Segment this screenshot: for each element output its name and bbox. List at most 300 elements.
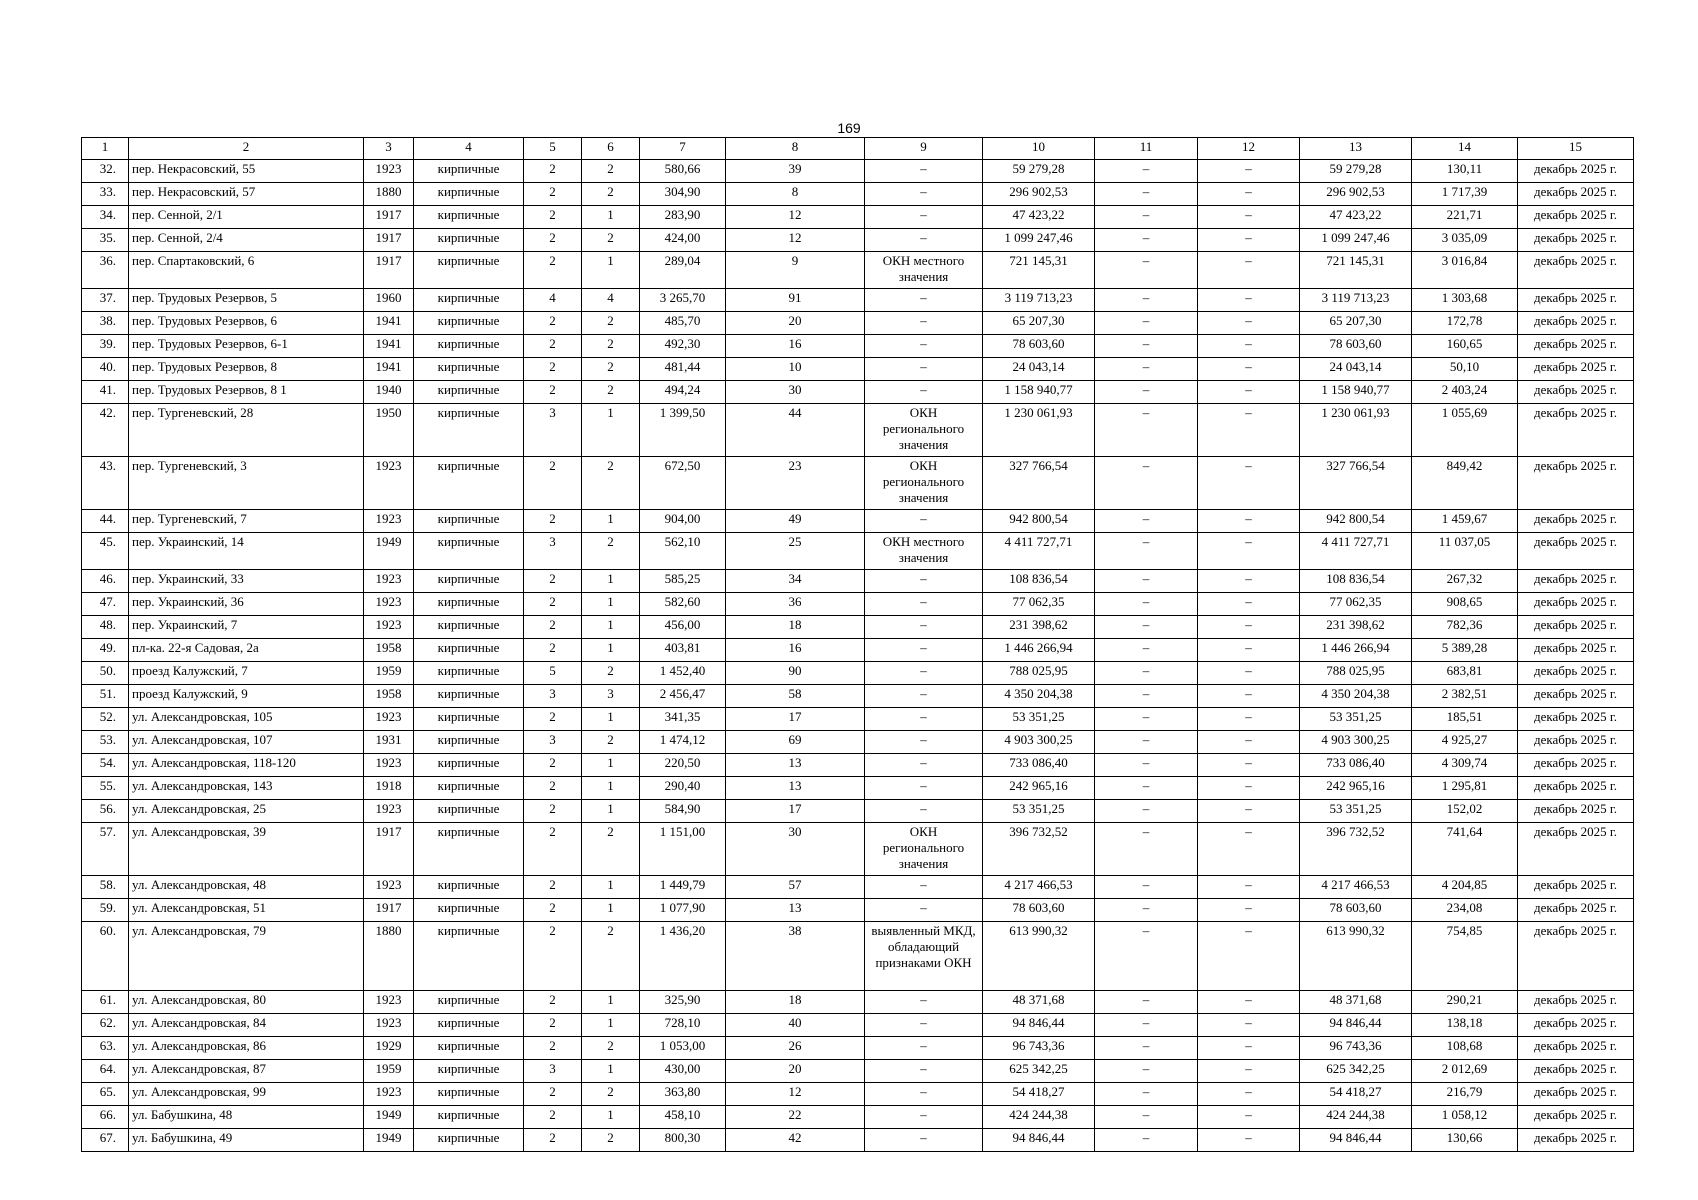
cell-residents: 36 (726, 593, 865, 616)
cell-row-number: 33. (82, 183, 129, 206)
cell-cost-per-sqm: 108,68 (1412, 1037, 1518, 1060)
cell-total-area: 1 077,90 (640, 899, 726, 922)
cell-fund-1: – (1095, 335, 1198, 358)
cell-residents: 20 (726, 1060, 865, 1083)
cell-row-number: 45. (82, 533, 129, 570)
cell-residents: 23 (726, 457, 865, 510)
cell-fund-1: – (1095, 616, 1198, 639)
cell-entrances: 2 (582, 183, 640, 206)
cell-total-area: 481,44 (640, 358, 726, 381)
cell-cost-total: 1 099 247,46 (983, 229, 1095, 252)
cell-fund-1: – (1095, 1129, 1198, 1152)
cell-year-built: 1931 (364, 731, 414, 754)
cell-cost-per-sqm: 267,32 (1412, 570, 1518, 593)
cell-residents: 40 (726, 1014, 865, 1037)
cell-fund-2: – (1198, 312, 1300, 335)
cell-address: ул. Александровская, 86 (129, 1037, 364, 1060)
cell-fund-2: – (1198, 876, 1300, 899)
cell-address: ул. Александровская, 51 (129, 899, 364, 922)
cell-total-area: 562,10 (640, 533, 726, 570)
cell-completion-date: декабрь 2025 г. (1518, 922, 1634, 991)
cell-wall-material: кирпичные (414, 800, 524, 823)
cell-total-area: 458,10 (640, 1106, 726, 1129)
cell-cost-total: 424 244,38 (983, 1106, 1095, 1129)
cell-total-area: 1 436,20 (640, 922, 726, 991)
cell-completion-date: декабрь 2025 г. (1518, 510, 1634, 533)
cell-wall-material: кирпичные (414, 1106, 524, 1129)
cell-cost-per-sqm: 1 717,39 (1412, 183, 1518, 206)
cell-total-area: 585,25 (640, 570, 726, 593)
cell-residents: 90 (726, 662, 865, 685)
cell-address: пер. Тургеневский, 3 (129, 457, 364, 510)
cell-completion-date: декабрь 2025 г. (1518, 289, 1634, 312)
cell-wall-material: кирпичные (414, 823, 524, 876)
cell-cost-total: 78 603,60 (983, 335, 1095, 358)
cell-floors: 3 (524, 1060, 582, 1083)
cell-entrances: 4 (582, 289, 640, 312)
cell-wall-material: кирпичные (414, 229, 524, 252)
cell-year-built: 1958 (364, 685, 414, 708)
cell-completion-date: декабрь 2025 г. (1518, 1106, 1634, 1129)
cell-cost-per-sqm: 138,18 (1412, 1014, 1518, 1037)
cell-entrances: 2 (582, 662, 640, 685)
cell-entrances: 1 (582, 206, 640, 229)
cell-residents: 25 (726, 533, 865, 570)
cell-row-number: 39. (82, 335, 129, 358)
cell-year-built: 1941 (364, 312, 414, 335)
cell-floors: 2 (524, 358, 582, 381)
table-row (82, 312, 1634, 335)
cell-cost-per-sqm: 2 403,24 (1412, 381, 1518, 404)
cell-residents: 13 (726, 899, 865, 922)
cell-fund-3: 242 965,16 (1300, 777, 1412, 800)
cell-year-built: 1923 (364, 457, 414, 510)
cell-total-area: 1 474,12 (640, 731, 726, 754)
cell-address: пер. Украинский, 7 (129, 616, 364, 639)
cell-heritage-status: – (865, 358, 983, 381)
cell-entrances: 1 (582, 404, 640, 457)
cell-cost-total: 625 342,25 (983, 1060, 1095, 1083)
cell-heritage-status: – (865, 616, 983, 639)
cell-address: пер. Украинский, 14 (129, 533, 364, 570)
cell-floors: 2 (524, 1106, 582, 1129)
cell-year-built: 1958 (364, 639, 414, 662)
cell-cost-total: 942 800,54 (983, 510, 1095, 533)
cell-fund-1: – (1095, 510, 1198, 533)
cell-fund-1: – (1095, 1014, 1198, 1037)
table-row (82, 1014, 1634, 1037)
cell-year-built: 1923 (364, 593, 414, 616)
cell-floors: 2 (524, 381, 582, 404)
cell-fund-2: – (1198, 616, 1300, 639)
cell-entrances: 1 (582, 510, 640, 533)
cell-completion-date: декабрь 2025 г. (1518, 662, 1634, 685)
cell-cost-total: 1 230 061,93 (983, 404, 1095, 457)
cell-cost-per-sqm: 130,66 (1412, 1129, 1518, 1152)
cell-cost-per-sqm: 1 459,67 (1412, 510, 1518, 533)
cell-completion-date: декабрь 2025 г. (1518, 457, 1634, 510)
table-row (82, 662, 1634, 685)
cell-fund-2: – (1198, 823, 1300, 876)
cell-completion-date: декабрь 2025 г. (1518, 777, 1634, 800)
cell-wall-material: кирпичные (414, 381, 524, 404)
cell-residents: 12 (726, 1083, 865, 1106)
cell-heritage-status: – (865, 1129, 983, 1152)
cell-year-built: 1941 (364, 358, 414, 381)
cell-year-built: 1880 (364, 922, 414, 991)
cell-floors: 2 (524, 754, 582, 777)
cell-row-number: 64. (82, 1060, 129, 1083)
cell-total-area: 492,30 (640, 335, 726, 358)
cell-floors: 2 (524, 899, 582, 922)
table-row (82, 991, 1634, 1014)
cell-floors: 2 (524, 1037, 582, 1060)
cell-address: ул. Бабушкина, 48 (129, 1106, 364, 1129)
cell-residents: 42 (726, 1129, 865, 1152)
column-header-7: 7 (640, 138, 726, 160)
cell-entrances: 2 (582, 229, 640, 252)
cell-cost-total: 296 902,53 (983, 183, 1095, 206)
cell-total-area: 220,50 (640, 754, 726, 777)
cell-wall-material: кирпичные (414, 662, 524, 685)
cell-residents: 10 (726, 358, 865, 381)
cell-fund-1: – (1095, 1060, 1198, 1083)
cell-wall-material: кирпичные (414, 899, 524, 922)
cell-address: пер. Трудовых Резервов, 8 (129, 358, 364, 381)
cell-fund-1: – (1095, 593, 1198, 616)
cell-row-number: 44. (82, 510, 129, 533)
cell-heritage-status: – (865, 510, 983, 533)
cell-fund-1: – (1095, 570, 1198, 593)
column-header-13: 13 (1300, 138, 1412, 160)
cell-residents: 20 (726, 312, 865, 335)
cell-fund-2: – (1198, 899, 1300, 922)
cell-cost-per-sqm: 130,11 (1412, 160, 1518, 183)
cell-fund-2: – (1198, 754, 1300, 777)
cell-year-built: 1929 (364, 1037, 414, 1060)
cell-heritage-status: ОКН регионального значения (865, 457, 983, 510)
cell-cost-per-sqm: 2 012,69 (1412, 1060, 1518, 1083)
cell-fund-1: – (1095, 899, 1198, 922)
cell-cost-total: 94 846,44 (983, 1129, 1095, 1152)
column-header-8: 8 (726, 138, 865, 160)
column-header-4: 4 (414, 138, 524, 160)
cell-cost-per-sqm: 4 309,74 (1412, 754, 1518, 777)
cell-entrances: 3 (582, 685, 640, 708)
cell-total-area: 1 452,40 (640, 662, 726, 685)
cell-row-number: 42. (82, 404, 129, 457)
cell-residents: 8 (726, 183, 865, 206)
cell-total-area: 325,90 (640, 991, 726, 1014)
cell-floors: 2 (524, 1083, 582, 1106)
cell-floors: 2 (524, 616, 582, 639)
cell-heritage-status: – (865, 1014, 983, 1037)
column-header-6: 6 (582, 138, 640, 160)
table-row (82, 533, 1634, 570)
cell-heritage-status: – (865, 312, 983, 335)
cell-entrances: 1 (582, 570, 640, 593)
cell-fund-3: 733 086,40 (1300, 754, 1412, 777)
cell-residents: 12 (726, 229, 865, 252)
cell-row-number: 60. (82, 922, 129, 991)
cell-floors: 5 (524, 662, 582, 685)
cell-fund-3: 48 371,68 (1300, 991, 1412, 1014)
cell-row-number: 35. (82, 229, 129, 252)
cell-fund-1: – (1095, 777, 1198, 800)
cell-completion-date: декабрь 2025 г. (1518, 1129, 1634, 1152)
cell-fund-3: 96 743,36 (1300, 1037, 1412, 1060)
table-row (82, 183, 1634, 206)
column-header-12: 12 (1198, 138, 1300, 160)
column-header-14: 14 (1412, 138, 1518, 160)
cell-fund-2: – (1198, 381, 1300, 404)
cell-cost-total: 24 043,14 (983, 358, 1095, 381)
cell-total-area: 289,04 (640, 252, 726, 289)
cell-total-area: 1 151,00 (640, 823, 726, 876)
cell-entrances: 2 (582, 335, 640, 358)
cell-total-area: 2 456,47 (640, 685, 726, 708)
cell-fund-3: 53 351,25 (1300, 708, 1412, 731)
cell-total-area: 800,30 (640, 1129, 726, 1152)
cell-year-built: 1923 (364, 876, 414, 899)
cell-year-built: 1880 (364, 183, 414, 206)
cell-total-area: 430,00 (640, 1060, 726, 1083)
cell-fund-1: – (1095, 662, 1198, 685)
cell-total-area: 1 449,79 (640, 876, 726, 899)
cell-year-built: 1949 (364, 533, 414, 570)
cell-fund-2: – (1198, 533, 1300, 570)
cell-cost-per-sqm: 754,85 (1412, 922, 1518, 991)
cell-fund-1: – (1095, 991, 1198, 1014)
cell-cost-per-sqm: 172,78 (1412, 312, 1518, 335)
cell-cost-total: 721 145,31 (983, 252, 1095, 289)
cell-row-number: 54. (82, 754, 129, 777)
cell-heritage-status: – (865, 1106, 983, 1129)
cell-cost-per-sqm: 3 035,09 (1412, 229, 1518, 252)
cell-fund-3: 54 418,27 (1300, 1083, 1412, 1106)
cell-cost-total: 78 603,60 (983, 899, 1095, 922)
cell-residents: 9 (726, 252, 865, 289)
cell-cost-total: 4 903 300,25 (983, 731, 1095, 754)
cell-address: ул. Александровская, 84 (129, 1014, 364, 1037)
cell-fund-2: – (1198, 1106, 1300, 1129)
cell-completion-date: декабрь 2025 г. (1518, 593, 1634, 616)
cell-total-area: 672,50 (640, 457, 726, 510)
cell-entrances: 1 (582, 639, 640, 662)
cell-row-number: 32. (82, 160, 129, 183)
cell-floors: 3 (524, 404, 582, 457)
cell-completion-date: декабрь 2025 г. (1518, 754, 1634, 777)
cell-wall-material: кирпичные (414, 570, 524, 593)
cell-heritage-status: – (865, 876, 983, 899)
cell-floors: 2 (524, 312, 582, 335)
cell-fund-3: 231 398,62 (1300, 616, 1412, 639)
cell-completion-date: декабрь 2025 г. (1518, 991, 1634, 1014)
cell-entrances: 2 (582, 1083, 640, 1106)
cell-fund-2: – (1198, 404, 1300, 457)
cell-cost-total: 94 846,44 (983, 1014, 1095, 1037)
cell-cost-per-sqm: 221,71 (1412, 206, 1518, 229)
cell-address: пер. Некрасовский, 57 (129, 183, 364, 206)
cell-cost-per-sqm: 216,79 (1412, 1083, 1518, 1106)
cell-cost-total: 4 217 466,53 (983, 876, 1095, 899)
cell-fund-2: – (1198, 685, 1300, 708)
cell-cost-per-sqm: 160,65 (1412, 335, 1518, 358)
cell-row-number: 47. (82, 593, 129, 616)
cell-completion-date: декабрь 2025 г. (1518, 206, 1634, 229)
cell-row-number: 49. (82, 639, 129, 662)
cell-floors: 2 (524, 570, 582, 593)
cell-fund-1: – (1095, 252, 1198, 289)
cell-fund-3: 327 766,54 (1300, 457, 1412, 510)
table-row (82, 335, 1634, 358)
table-row (82, 570, 1634, 593)
table-row (82, 510, 1634, 533)
cell-fund-1: – (1095, 731, 1198, 754)
column-header-11: 11 (1095, 138, 1198, 160)
cell-year-built: 1923 (364, 1014, 414, 1037)
cell-total-area: 1 053,00 (640, 1037, 726, 1060)
cell-fund-3: 65 207,30 (1300, 312, 1412, 335)
cell-fund-1: – (1095, 1037, 1198, 1060)
cell-residents: 49 (726, 510, 865, 533)
cell-floors: 2 (524, 800, 582, 823)
cell-heritage-status: – (865, 685, 983, 708)
cell-wall-material: кирпичные (414, 160, 524, 183)
cell-entrances: 2 (582, 533, 640, 570)
cell-completion-date: декабрь 2025 г. (1518, 800, 1634, 823)
cell-address: пер. Трудовых Резервов, 6 (129, 312, 364, 335)
cell-address: пер. Некрасовский, 55 (129, 160, 364, 183)
cell-address: пер. Сенной, 2/1 (129, 206, 364, 229)
cell-residents: 17 (726, 800, 865, 823)
cell-residents: 18 (726, 991, 865, 1014)
cell-year-built: 1917 (364, 823, 414, 876)
cell-entrances: 1 (582, 616, 640, 639)
cell-total-area: 485,70 (640, 312, 726, 335)
cell-fund-1: – (1095, 183, 1198, 206)
cell-fund-2: – (1198, 800, 1300, 823)
table-row (82, 457, 1634, 510)
cell-floors: 2 (524, 160, 582, 183)
cell-cost-per-sqm: 908,65 (1412, 593, 1518, 616)
cell-row-number: 51. (82, 685, 129, 708)
cell-fund-2: – (1198, 229, 1300, 252)
column-header-2: 2 (129, 138, 364, 160)
cell-row-number: 58. (82, 876, 129, 899)
cell-residents: 16 (726, 335, 865, 358)
cell-address: пер. Трудовых Резервов, 5 (129, 289, 364, 312)
cell-heritage-status: – (865, 183, 983, 206)
cell-cost-total: 3 119 713,23 (983, 289, 1095, 312)
table-row (82, 708, 1634, 731)
cell-year-built: 1959 (364, 1060, 414, 1083)
cell-fund-1: – (1095, 289, 1198, 312)
cell-completion-date: декабрь 2025 г. (1518, 358, 1634, 381)
cell-total-area: 728,10 (640, 1014, 726, 1037)
cell-fund-2: – (1198, 1037, 1300, 1060)
cell-row-number: 55. (82, 777, 129, 800)
cell-address: пер. Тургеневский, 7 (129, 510, 364, 533)
cell-year-built: 1950 (364, 404, 414, 457)
cell-fund-1: – (1095, 358, 1198, 381)
cell-year-built: 1917 (364, 252, 414, 289)
cell-row-number: 56. (82, 800, 129, 823)
cell-fund-2: – (1198, 593, 1300, 616)
cell-heritage-status: – (865, 708, 983, 731)
cell-cost-per-sqm: 782,36 (1412, 616, 1518, 639)
cell-entrances: 2 (582, 1129, 640, 1152)
cell-total-area: 363,80 (640, 1083, 726, 1106)
cell-completion-date: декабрь 2025 г. (1518, 899, 1634, 922)
cell-fund-2: – (1198, 1014, 1300, 1037)
table-row (82, 206, 1634, 229)
cell-cost-total: 231 398,62 (983, 616, 1095, 639)
cell-cost-total: 733 086,40 (983, 754, 1095, 777)
cell-entrances: 1 (582, 708, 640, 731)
cell-year-built: 1923 (364, 510, 414, 533)
cell-row-number: 50. (82, 662, 129, 685)
cell-floors: 2 (524, 876, 582, 899)
cell-row-number: 38. (82, 312, 129, 335)
cell-entrances: 1 (582, 593, 640, 616)
cell-completion-date: декабрь 2025 г. (1518, 1083, 1634, 1106)
cell-heritage-status: ОКН регионального значения (865, 404, 983, 457)
cell-fund-2: – (1198, 731, 1300, 754)
cell-fund-3: 721 145,31 (1300, 252, 1412, 289)
cell-cost-per-sqm: 185,51 (1412, 708, 1518, 731)
cell-row-number: 65. (82, 1083, 129, 1106)
cell-fund-3: 94 846,44 (1300, 1014, 1412, 1037)
cell-cost-total: 65 207,30 (983, 312, 1095, 335)
header-row (82, 138, 1634, 160)
cell-row-number: 34. (82, 206, 129, 229)
cell-heritage-status: – (865, 662, 983, 685)
cell-cost-per-sqm: 4 204,85 (1412, 876, 1518, 899)
cell-row-number: 62. (82, 1014, 129, 1037)
cell-entrances: 2 (582, 922, 640, 991)
cell-year-built: 1923 (364, 754, 414, 777)
cell-total-area: 290,40 (640, 777, 726, 800)
cell-fund-2: – (1198, 708, 1300, 731)
cell-fund-1: – (1095, 160, 1198, 183)
cell-address: ул. Бабушкина, 49 (129, 1129, 364, 1152)
table-row (82, 160, 1634, 183)
cell-fund-3: 53 351,25 (1300, 800, 1412, 823)
cell-cost-total: 59 279,28 (983, 160, 1095, 183)
cell-address: пер. Украинский, 36 (129, 593, 364, 616)
cell-heritage-status: ОКН местного значения (865, 533, 983, 570)
cell-floors: 2 (524, 1014, 582, 1037)
cell-fund-3: 296 902,53 (1300, 183, 1412, 206)
cell-wall-material: кирпичные (414, 593, 524, 616)
cell-total-area: 283,90 (640, 206, 726, 229)
cell-entrances: 1 (582, 777, 640, 800)
cell-completion-date: декабрь 2025 г. (1518, 252, 1634, 289)
cell-address: пер. Спартаковский, 6 (129, 252, 364, 289)
cell-fund-1: – (1095, 876, 1198, 899)
cell-wall-material: кирпичные (414, 312, 524, 335)
cell-fund-2: – (1198, 206, 1300, 229)
cell-fund-2: – (1198, 570, 1300, 593)
cell-fund-1: – (1095, 708, 1198, 731)
cell-year-built: 1923 (364, 616, 414, 639)
cell-residents: 17 (726, 708, 865, 731)
table-row (82, 685, 1634, 708)
cell-total-area: 403,81 (640, 639, 726, 662)
cell-fund-3: 4 217 466,53 (1300, 876, 1412, 899)
cell-cost-per-sqm: 234,08 (1412, 899, 1518, 922)
